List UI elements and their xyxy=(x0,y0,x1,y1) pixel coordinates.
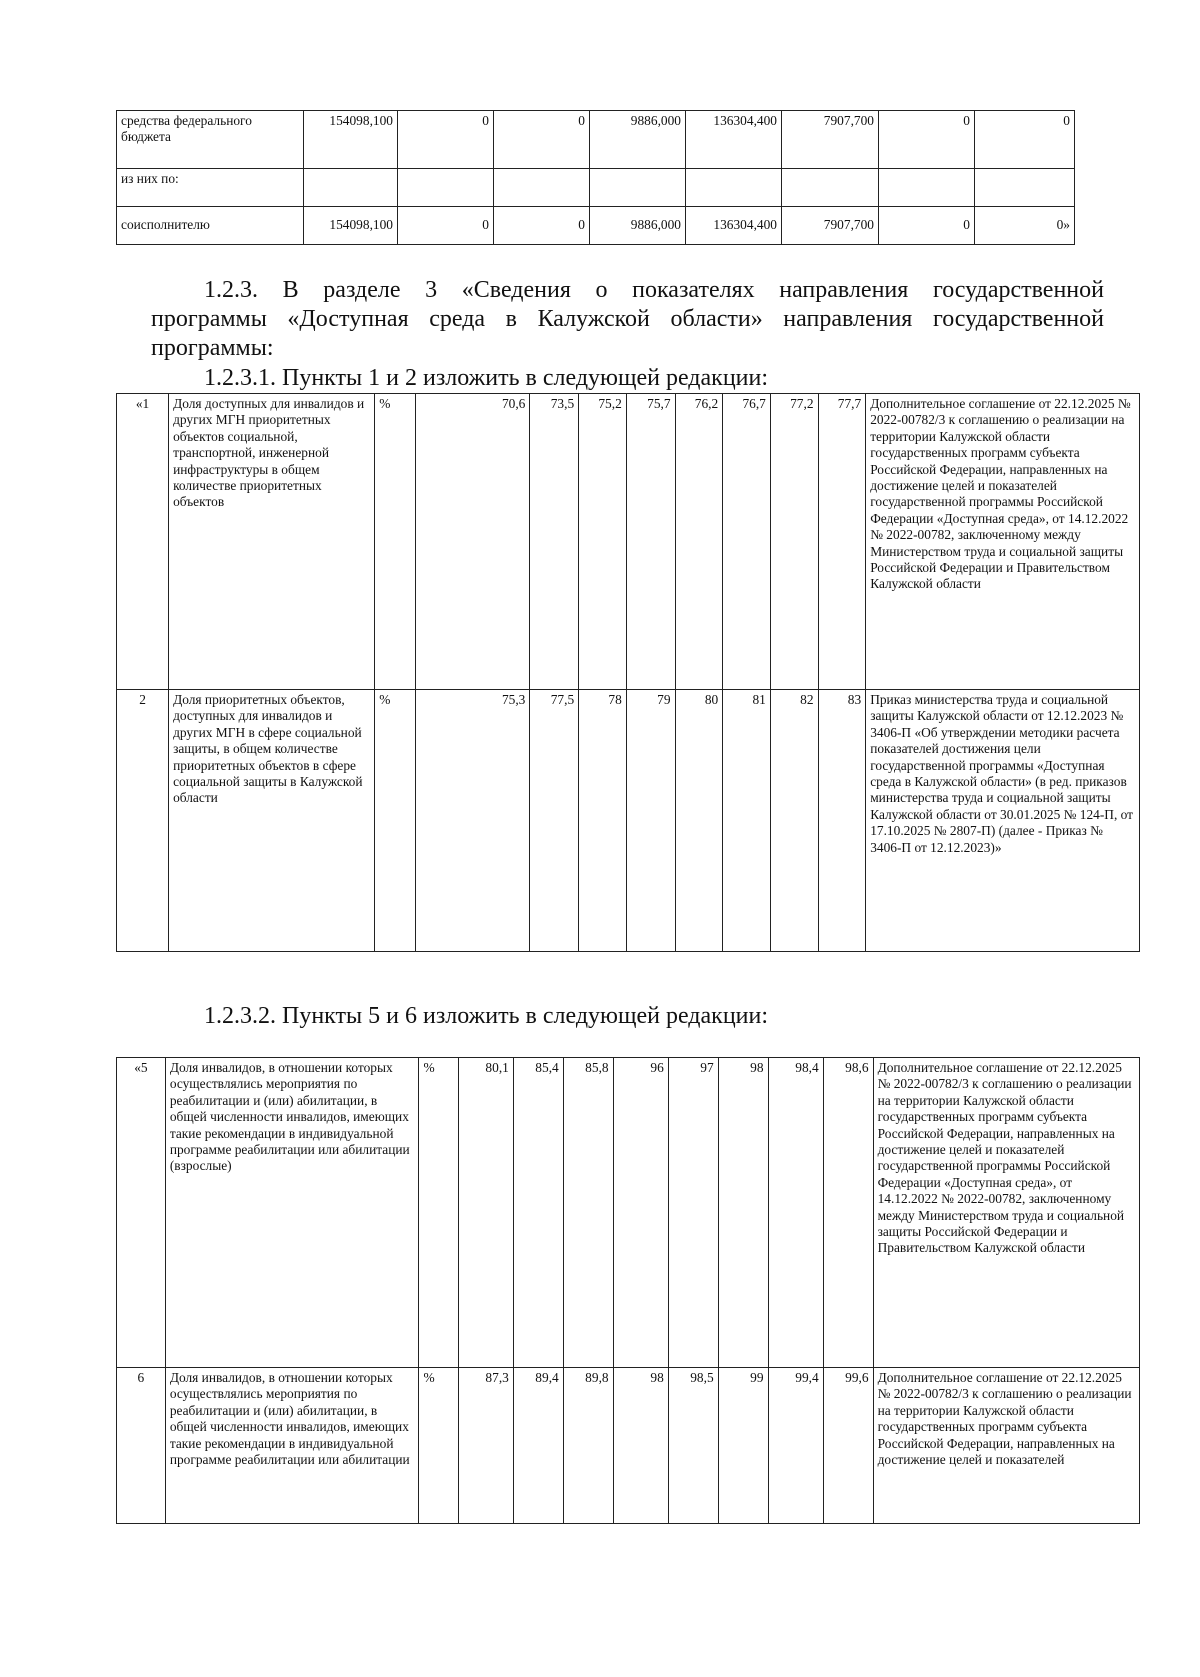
cell: 80 xyxy=(675,690,723,952)
unit: % xyxy=(419,1368,458,1524)
row-number: «5 xyxy=(117,1058,166,1368)
cell: 83 xyxy=(818,690,866,952)
cell xyxy=(686,169,782,207)
cell: 99,6 xyxy=(823,1368,873,1524)
row-label: соисполнителю xyxy=(117,207,304,245)
section-paragraph-line1: 1.2.3. В разделе 3 «Сведения о показателях направления государственной xyxy=(204,277,1104,303)
cell: 0 xyxy=(494,207,590,245)
cell: 154098,100 xyxy=(304,207,398,245)
cell: 89,8 xyxy=(563,1368,613,1524)
cell: 0 xyxy=(879,111,975,169)
indicator-name: Доля доступных для инвалидов и других МГН приоритетных объектов социальной, транспортной, инженерной инфраструктуры в общем количестве приоритетных объектов xyxy=(169,394,375,690)
cell xyxy=(494,169,590,207)
cell: 76,2 xyxy=(675,394,723,690)
cell xyxy=(975,169,1075,207)
cell: 81 xyxy=(723,690,771,952)
row-number: 6 xyxy=(117,1368,166,1524)
cell: 85,8 xyxy=(563,1058,613,1368)
row-number: 2 xyxy=(117,690,169,952)
cell: 99 xyxy=(718,1368,768,1524)
cell: 75,3 xyxy=(416,690,530,952)
section-paragraph-line3: программы: xyxy=(151,335,274,361)
cell: 7907,700 xyxy=(782,111,879,169)
row-label: из них по: xyxy=(117,169,304,207)
cell: 85,4 xyxy=(513,1058,563,1368)
budget-table xyxy=(116,110,1075,245)
cell: 97 xyxy=(668,1058,718,1368)
cell: 136304,400 xyxy=(686,111,782,169)
cell: 0 xyxy=(398,207,494,245)
cell: 80,1 xyxy=(458,1058,513,1368)
cell: 154098,100 xyxy=(304,111,398,169)
cell: 9886,000 xyxy=(590,111,686,169)
unit: % xyxy=(375,690,416,952)
cell: 82 xyxy=(770,690,818,952)
table-row xyxy=(117,111,1075,169)
cell: 98 xyxy=(613,1368,668,1524)
cell: 0 xyxy=(975,111,1075,169)
section-paragraph-line2: программы «Доступная среда в Калужской области» направления государственной xyxy=(151,306,1104,332)
cell: 77,7 xyxy=(818,394,866,690)
cell: 9886,000 xyxy=(590,207,686,245)
cell xyxy=(879,169,975,207)
cell: 87,3 xyxy=(458,1368,513,1524)
table-row xyxy=(117,1058,1140,1368)
cell: 73,5 xyxy=(530,394,579,690)
indicators-table-1 xyxy=(116,393,1140,952)
indicator-name: Доля инвалидов, в отношении которых осуществлялись мероприятия по реабилитации и (или) абилитации, в общей численности инвалидов, имеющих такие рекомендации в индивидуальной программе реабилитации или абилитации (взрослые) xyxy=(165,1058,419,1368)
cell: 79 xyxy=(626,690,675,952)
subheading-1: 1.2.3.1. Пункты 1 и 2 изложить в следующей редакции: xyxy=(204,365,769,391)
cell: 75,2 xyxy=(579,394,627,690)
cell xyxy=(782,169,879,207)
source-document: Дополнительное соглашение от 22.12.2025 № 2022-00782/3 к соглашению о реализации на территории Калужской области государственных программ субъекта Российской Федерации, направленных на достижение целей и показателей xyxy=(873,1368,1139,1524)
cell: 0 xyxy=(494,111,590,169)
cell: 96 xyxy=(613,1058,668,1368)
unit: % xyxy=(419,1058,458,1368)
cell: 75,7 xyxy=(626,394,675,690)
indicator-name: Доля инвалидов, в отношении которых осуществлялись мероприятия по реабилитации и (или) абилитации, в общей численности инвалидов, имеющих такие рекомендации в индивидуальной программе реабилитации или абилитации xyxy=(165,1368,419,1524)
row-label: средства федерального бюджета xyxy=(117,111,304,169)
source-document: Дополнительное соглашение от 22.12.2025 № 2022-00782/3 к соглашению о реализации на территории Калужской области государственных программ субъекта Российской Федерации, направленных на достижение целей и показателей государственной программы Российской Федерации «Доступная среда», от 14.12.2022 № 2022-00782, заключенному между Министерством труда и социальной защиты Российской Федерации и Правительством Калужской области xyxy=(873,1058,1139,1368)
table-row xyxy=(117,169,1075,207)
row-number: «1 xyxy=(117,394,169,690)
indicator-name: Доля приоритетных объектов, доступных для инвалидов и других МГН в сфере социальной защиты, в общем количестве приоритетных объектов в сфере социальной защиты в Калужской области xyxy=(169,690,375,952)
source-document: Приказ министерства труда и социальной защиты Калужской области от 12.12.2023 № 3406-П «Об утверждении методики расчета показателей достижения цели государственной программы «Доступная среда в Калужской области» (в ред. приказов министерства труда и социальной защиты Калужской области от 30.01.2025 № 124-П, от 17.10.2025 № 2807-П) (далее - Приказ № 3406-П от 12.12.2023)» xyxy=(866,690,1140,952)
cell: 89,4 xyxy=(513,1368,563,1524)
indicators-table-2 xyxy=(116,1057,1140,1524)
cell xyxy=(398,169,494,207)
cell: 98,5 xyxy=(668,1368,718,1524)
cell: 77,5 xyxy=(530,690,579,952)
table-row xyxy=(117,1368,1140,1524)
unit: % xyxy=(375,394,416,690)
cell: 70,6 xyxy=(416,394,530,690)
cell: 98 xyxy=(718,1058,768,1368)
cell xyxy=(304,169,398,207)
cell xyxy=(590,169,686,207)
cell: 0 xyxy=(879,207,975,245)
cell: 99,4 xyxy=(768,1368,823,1524)
cell: 0» xyxy=(975,207,1075,245)
cell: 76,7 xyxy=(723,394,771,690)
table-row xyxy=(117,207,1075,245)
table-row xyxy=(117,394,1140,690)
cell: 136304,400 xyxy=(686,207,782,245)
cell: 77,2 xyxy=(770,394,818,690)
cell: 98,4 xyxy=(768,1058,823,1368)
cell: 0 xyxy=(398,111,494,169)
table-row xyxy=(117,690,1140,952)
cell: 98,6 xyxy=(823,1058,873,1368)
source-document: Дополнительное соглашение от 22.12.2025 № 2022-00782/3 к соглашению о реализации на территории Калужской области государственных программ субъекта Российской Федерации, направленных на достижение целей и показателей государственной программы Российской Федерации «Доступная среда», от 14.12.2022 № 2022-00782, заключенному между Министерством труда и социальной защиты Российской Федерации и Правительством Калужской области xyxy=(866,394,1140,690)
cell: 7907,700 xyxy=(782,207,879,245)
cell: 78 xyxy=(579,690,627,952)
subheading-2: 1.2.3.2. Пункты 5 и 6 изложить в следующей редакции: xyxy=(204,1003,769,1029)
